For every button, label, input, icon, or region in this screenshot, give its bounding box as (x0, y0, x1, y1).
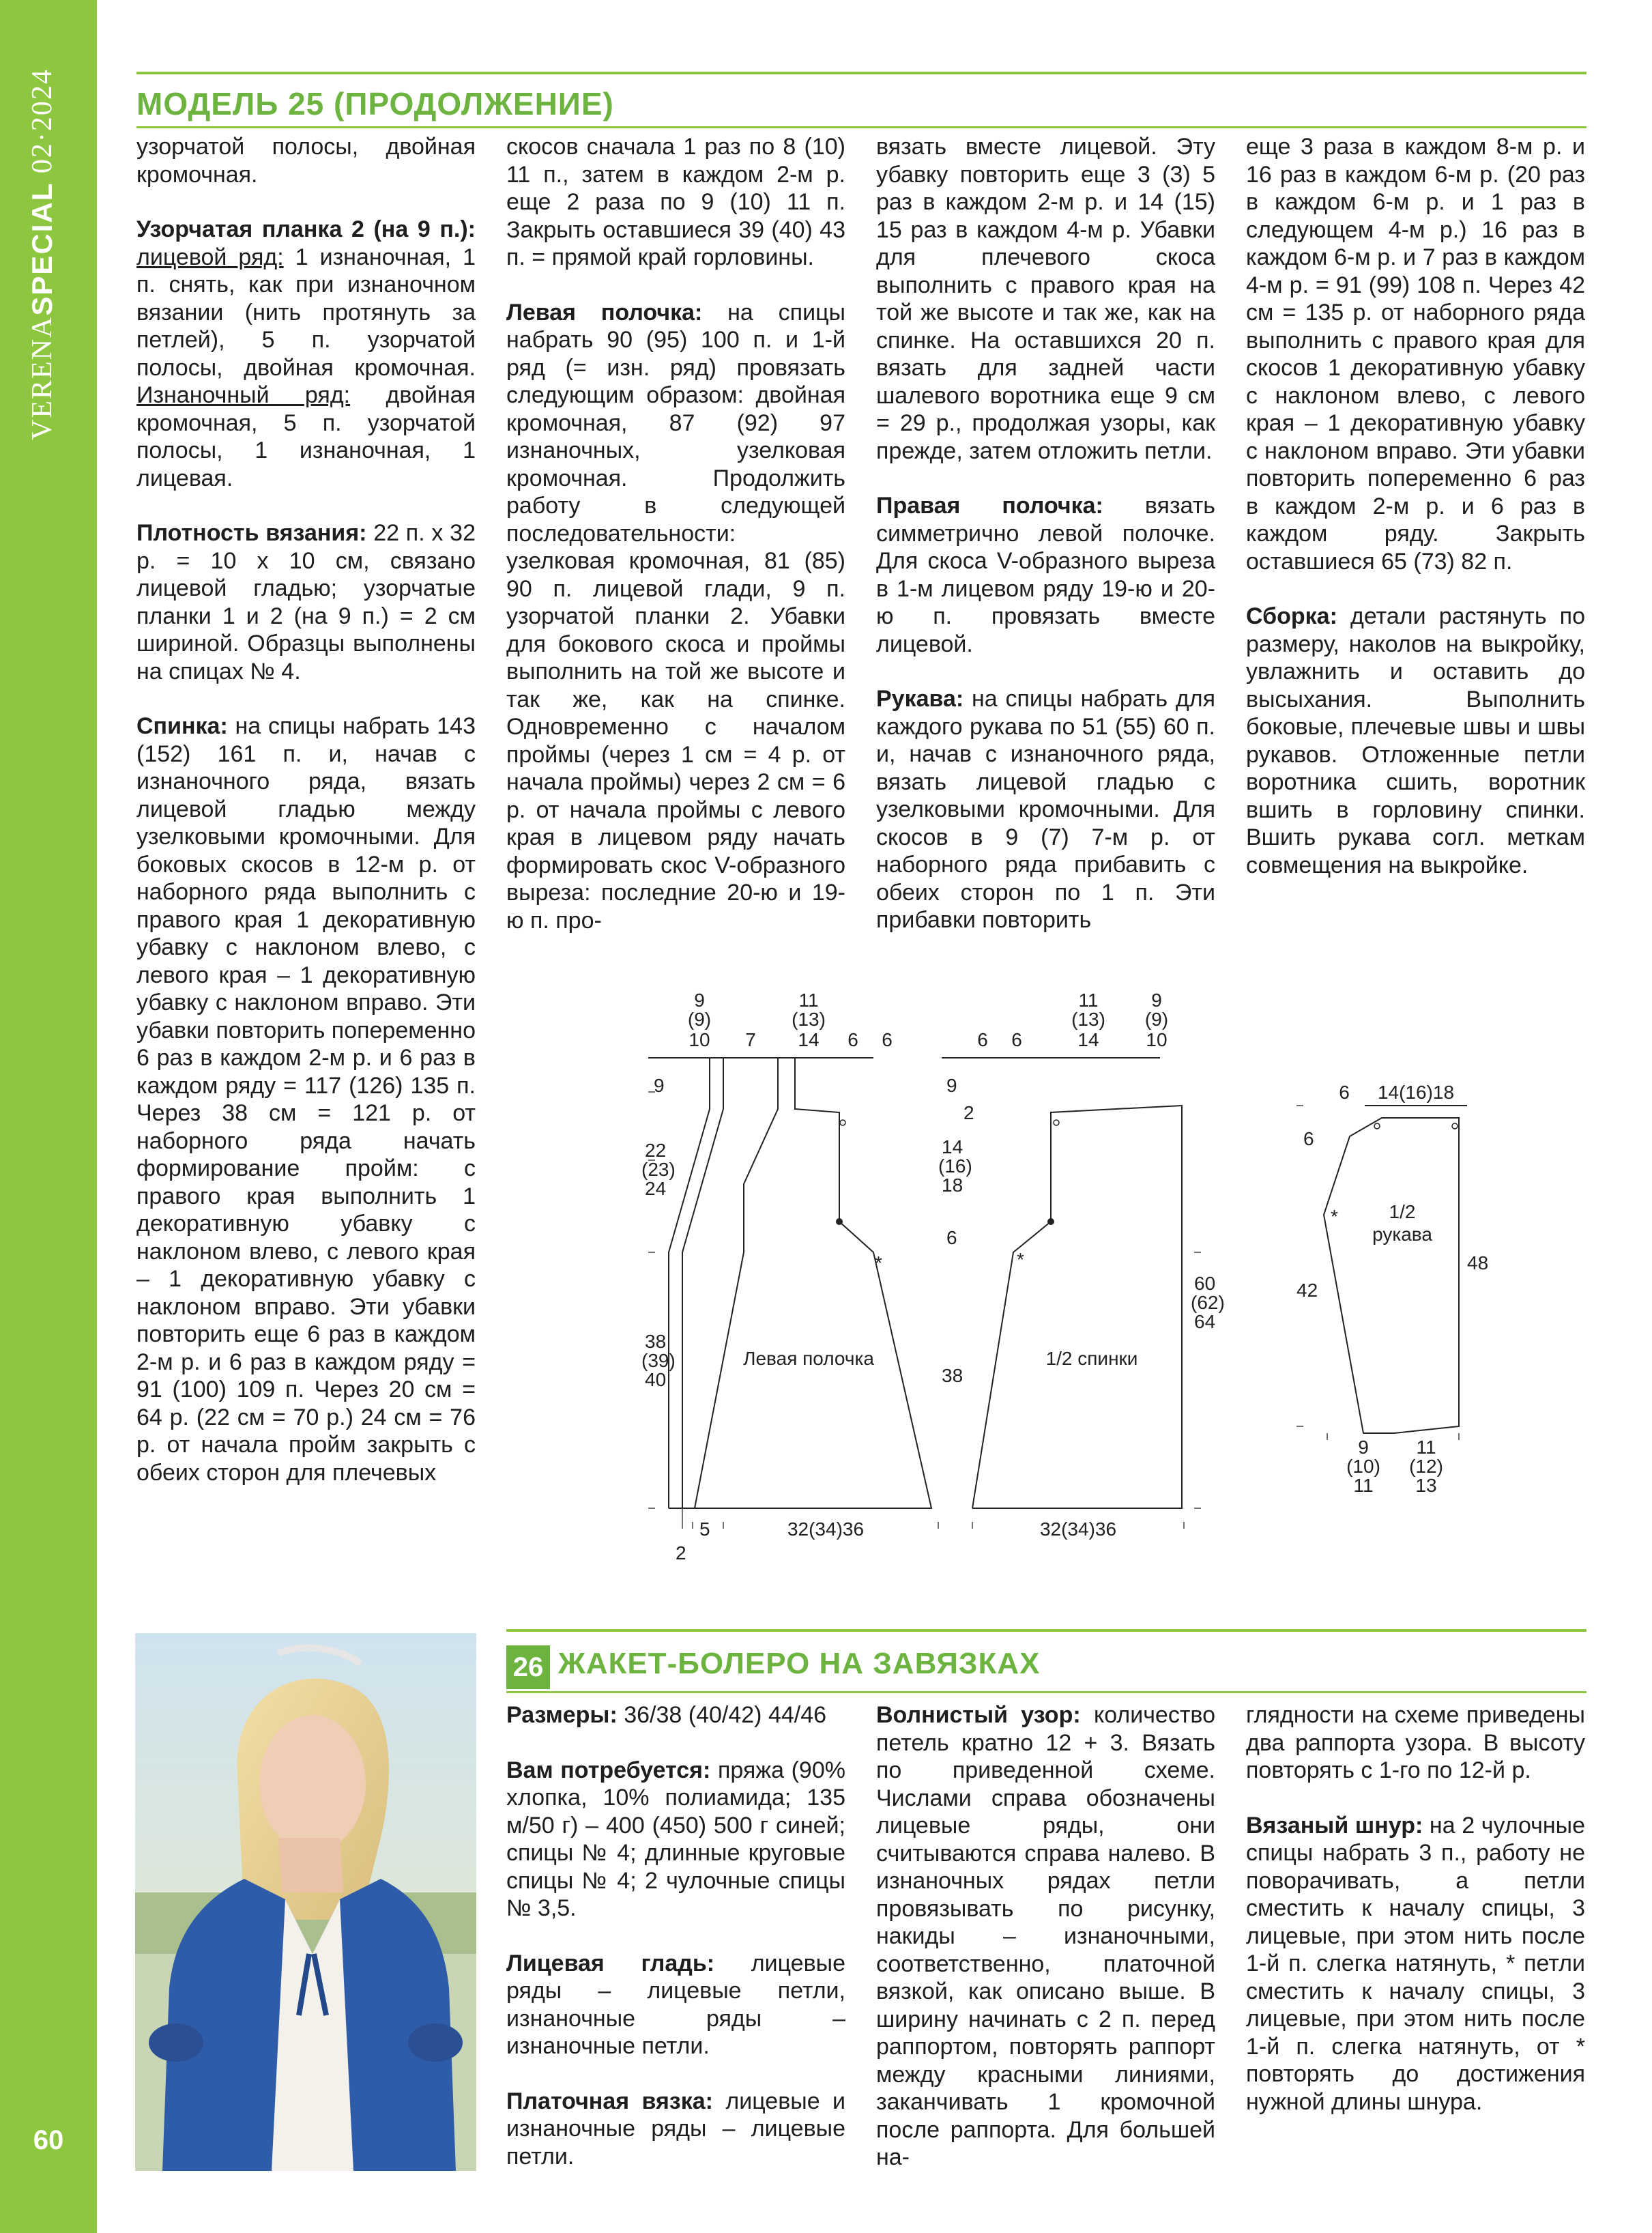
heading: Рукава: (876, 686, 964, 712)
text: глядности на схеме приведены два раппорта узора. В высоту повторять с 1-го по 12-й р. (1246, 1702, 1585, 1783)
text: 1 изнаночная, 1 п. снять, как при изнаночном вязании (нить протянуть за петлей), 5 п. узорчатой полосы, двойная кромочная. (136, 244, 476, 381)
dim-label: 10 (1146, 1029, 1168, 1050)
star-mark: * (1017, 1249, 1024, 1270)
dim-label: (16) (938, 1155, 972, 1177)
paragraph (876, 133, 1215, 465)
paragraph (136, 519, 476, 685)
piece-label-sleeve: 1/2 (1389, 1201, 1416, 1222)
dim-label: 6 (1303, 1128, 1314, 1149)
paragraph (876, 1701, 1215, 2172)
paragraph (506, 1950, 845, 2060)
dim-label: 10 (689, 1029, 710, 1050)
dim-label: (9) (687, 1009, 712, 1030)
model-title: ЖАКЕТ-БОЛЕРО НА ЗАВЯЗКАХ (558, 1647, 1041, 1680)
column-2 (506, 133, 845, 962)
paragraph (136, 133, 476, 188)
model26-column-1 (506, 1701, 845, 2198)
dim-label: 32(34)36 (787, 1518, 865, 1540)
paragraph (876, 492, 1215, 658)
text: узорчатой полосы, двойная кромочная. (136, 134, 476, 188)
paragraph (1246, 1812, 1585, 2116)
dim-label: 24 (645, 1178, 667, 1199)
heading: Лицевая гладь: (506, 1950, 715, 1976)
text: пряжа (90% хлопка, 10% полиамида; 135 м/50 г) – 400 (450) 500 г синей; спицы № 4; длинные круговые спицы № 4; 2 чулочные спицы № 3,5. (506, 1757, 845, 1921)
dim-label: (10) (1346, 1456, 1380, 1477)
dim-label: 9 (654, 1075, 665, 1096)
dim-label: 6 (1011, 1029, 1022, 1050)
section-title: МОДЕЛЬ 25 (ПРОДОЛЖЕНИЕ) (136, 86, 614, 121)
magazine-special: SPECIAL (26, 182, 58, 316)
page-number: 60 (33, 2125, 64, 2155)
heading: Плотность вязания: (136, 520, 367, 546)
dim-label: 38 (645, 1331, 667, 1352)
subheading: Изнаночный ряд: (136, 382, 351, 408)
heading: Платочная вязка: (506, 2088, 713, 2114)
dim-label: 6 (1339, 1082, 1350, 1103)
model-number-badge: 26 (506, 1645, 550, 1689)
dim-label: (39) (641, 1350, 676, 1371)
star-mark: * (875, 1252, 882, 1273)
dim-label: 11 (1416, 1437, 1436, 1458)
paragraph (506, 299, 845, 935)
dim-label: 6 (847, 1029, 858, 1050)
text: двойная кромочная, 5 п. узорчатой полосы, 1 изнаночная, 1 лицевая. (136, 382, 476, 491)
magazine-title (26, 68, 74, 587)
dim-label: 14 (798, 1029, 820, 1050)
dim-label: 14(16)18 (1377, 1082, 1455, 1103)
heading: Волнистый узор: (876, 1702, 1081, 1728)
text: вязать вместе лицевой. Эту убавку повторить еще 3 (3) 5 раз в каждом 2-м р. и 14 (15) 15 раз в каждом 4-м р. Убавки для плечевого скоса выполнить с правого края на той же высоте и так же, как на спинке. На оставшихся 20 п. вязать для задней части шалевого воротника еще 9 см = 29 р., продолжая узоры, как прежде, затем отложить петли. (876, 134, 1215, 464)
heading: Левая полочка: (506, 299, 703, 326)
text: 22 п. х 32 р. = 10 х 10 см, связано лицевой гладью; узорчатые планки 1 и 2 (на 9 п.) = 2 см шириной. Образцы выполнены на спицах № 4. (136, 520, 476, 685)
dim-label: 9 (1151, 990, 1162, 1011)
text: детали растянуть по размеру, наколов на выкройку, увлажнить и оставить до высыхания. Выполнить боковые, плечевые швы и швы рукавов. Отложенные петли воротника сшить, воротник вшить в горловину спинки. Вшить рукава согл. меткам совмещения на выкройке. (1246, 603, 1585, 878)
text: еще 3 раза в каждом 8-м р. и 16 раз в каждом 6-м р. (20 раз в каждом 6-м р. и 1 раз в следующем 4-м р.) 16 раз в каждом 6-м р. и 7 раз в каждом 4-м р. = 91 (99) 108 п. Через 42 см = 135 р. от наборного ряда выполнить с правого края для скосов 1 декоративную убавку с наклоном влево, с левого края – 1 декоративную убавку с наклоном вправо. Эти убавки повторить попеременно 6 раз в каждом 2-м р. и 6 раз в каждом ряду. Закрыть оставшиеся 65 (73) 82 п. (1246, 134, 1585, 575)
subheading: лицевой ряд: (136, 244, 284, 270)
text: на 2 чулочные спицы набрать 3 п., работу не поворачивать, а петли сместить к началу спицы, 3 лицевые, при этом нить после 1-й п. слегка натянуть, * петли сместить к началу спицы, 3 лицевые, при этом нить после 1-й п. слегка натянуть, от * повторять до достижения нужной длины шнура. (1246, 1812, 1585, 2115)
piece-label-back: 1/2 спинки (1045, 1348, 1138, 1369)
dim-label: 9 (694, 990, 705, 1011)
model26-rule (506, 1629, 1586, 1632)
heading: Правая полочка: (876, 493, 1103, 519)
dim-label: 38 (942, 1365, 963, 1386)
star-mark: * (1331, 1206, 1338, 1227)
pattern-schematic (614, 983, 1569, 1583)
paragraph (1246, 1701, 1585, 1785)
text: на спицы набрать 143 (152) 161 п. и, начав с изнаночного ряда, вязать лицевой гладью между узелковыми кромочными. Для боковых скосов в 12-м р. от наборного ряда выполнить с правого края 1 декоративную убавку с наклоном влево, с левого края – 1 декоративную убавку с наклоном вправо. Эти убавки повторить попеременно 6 раз в каждом 2-м р. и 6 раз в каждом ряду = 117 (126) 135 п. Через 38 см = 121 р. от наборного ряда начать формирование пройм: с правого края выполнить 1 декоративную убавку с наклоном влево, с левого края – 1 декоративную убавку с наклоном вправо. Эти убавки повторить еще 6 раз в каждом 2-м р. и 6 раз в каждом ряду = 91 (100) 109 п. Через 20 см = 64 р. (22 см = 70 р.) 24 см = 76 р. от начала пройм закрыть с обеих сторон для плечевых (136, 713, 476, 1486)
heading: Спинка: (136, 713, 228, 739)
piece-label-sleeve: рукава (1372, 1224, 1432, 1245)
paragraph (506, 1701, 845, 1729)
model26-column-3 (1246, 1701, 1585, 2143)
column-1 (136, 133, 476, 1514)
dim-label: 2 (963, 1102, 974, 1123)
dim-label: 11 (1353, 1475, 1374, 1496)
paragraph (506, 1757, 845, 1922)
heading: Вам потребуется: (506, 1757, 711, 1783)
paragraph (876, 685, 1215, 934)
magazine-name: VERENA (27, 315, 58, 440)
dim-label: (9) (1144, 1009, 1169, 1030)
dim-label: 48 (1467, 1252, 1489, 1273)
dim-label: 40 (645, 1369, 667, 1390)
dim-label: 13 (1415, 1475, 1437, 1496)
dim-label: 11 (1078, 990, 1099, 1011)
paragraph (1246, 133, 1585, 575)
heading: Узорчатая планка 2 (на 9 п.): (136, 216, 476, 242)
dim-label: 42 (1296, 1280, 1318, 1301)
heading: Вязаный шнур: (1246, 1812, 1423, 1839)
dim-label: 14 (942, 1136, 963, 1157)
piece-label-left-front: Левая полочка (743, 1348, 874, 1369)
dim-label: (12) (1409, 1456, 1443, 1477)
header-rule (136, 72, 1586, 74)
header-underline (136, 126, 1586, 128)
paragraph (506, 133, 845, 272)
model-photo (135, 1633, 476, 2171)
text: на спицы набрать 90 (95) 100 п. и 1-й ряд (= изн. ряд) провязать следующим образом: двойная кромочная, 87 (92) 97 изнаночных, узелковая кромочная. Продолжить работу в следующей последовательности: узелковая кромочная, 81 (85) 90 п. лицевой глади, 9 п. узорчатой планки 2. Убавки для бокового скоса и проймы выполнить на той же высоте и так же, как на спинке. Одновременно с началом проймы (через 1 см = 4 р. от начала проймы) через 2 см = 6 р. от начала проймы с левого края в лицевом ряду начать формировать скос V-образного выреза: последние 20-ю и 19-ю п. про- (506, 299, 845, 934)
dim-label: (13) (792, 1009, 826, 1030)
text: вязать симметрично левой полочке. Для скоса V-образного выреза в 1-м лицевом ряду 19-ю и 20-ю п. провязать вместе лицевой. (876, 493, 1216, 657)
text: скосов сначала 1 раз по 8 (10) 11 п., затем в каждом 2-м р. еще 2 раза по 9 (10) 11 п. Закрыть оставшиеся 39 (40) 43 п. = прямой край горловины. (506, 134, 845, 270)
paragraph (136, 712, 476, 1486)
dim-label: 60 (1194, 1273, 1216, 1294)
paragraph (136, 216, 476, 492)
dim-label: 64 (1194, 1311, 1216, 1332)
model26-column-2 (876, 1701, 1215, 2199)
dim-label: 11 (798, 990, 819, 1011)
dim-label: 22 (645, 1140, 667, 1161)
issue-number: 02·2024 (27, 68, 58, 173)
dim-label: (23) (641, 1159, 676, 1180)
text: на спицы набрать для каждого рукава по 51 (55) 60 п. и, начав с изнаночного ряда, вязать лицевой гладью с узелковыми кромочными. Для скосов в 9 (7) 7-м р. от наборного ряда прибавить с обеих сторон по 1 п. Эти прибавки повторить (876, 686, 1215, 933)
dim-label: 2 (676, 1542, 686, 1564)
dim-label: 18 (942, 1175, 963, 1196)
dim-label: 9 (946, 1075, 957, 1096)
heading: Размеры: (506, 1702, 618, 1728)
dim-label: (13) (1071, 1009, 1105, 1030)
paragraph (506, 2088, 845, 2171)
dim-label: 6 (946, 1227, 957, 1248)
dim-label: 6 (977, 1029, 988, 1050)
dim-label: 5 (699, 1518, 710, 1540)
dim-label: 6 (882, 1029, 893, 1050)
model26-underline (506, 1691, 1586, 1693)
heading: Сборка: (1246, 603, 1337, 629)
dim-label: 9 (1358, 1437, 1369, 1458)
text: 36/38 (40/42) 44/46 (617, 1702, 827, 1728)
text: лицевые ряды – лицевые петли, изнаночные ряды – изнаночные петли. (506, 1950, 845, 2059)
dim-label: 14 (1077, 1029, 1099, 1050)
text: лицевые и изнаночные ряды – лицевые петли. (506, 2088, 845, 2170)
dim-label: 32(34)36 (1039, 1518, 1117, 1540)
column-4 (1246, 133, 1585, 906)
column-3 (876, 133, 1215, 962)
text: количество петель кратно 12 + 3. Вязать по приведенной схеме. Числами справа обозначены лицевые ряды, они считываются справа налево. В изнаночных рядах петли провязывать по рисунку, накиды – изнаночными, соответственно, платочной вязкой, как описано выше. В ширину начинать с 2 п. перед раппортом, повторять раппорт между красными линиями, заканчивать 1 кромочной после раппорта. Для большей на- (876, 1702, 1215, 2170)
paragraph (1246, 603, 1585, 879)
dim-label: (62) (1191, 1292, 1225, 1313)
dim-label: 7 (745, 1029, 756, 1050)
